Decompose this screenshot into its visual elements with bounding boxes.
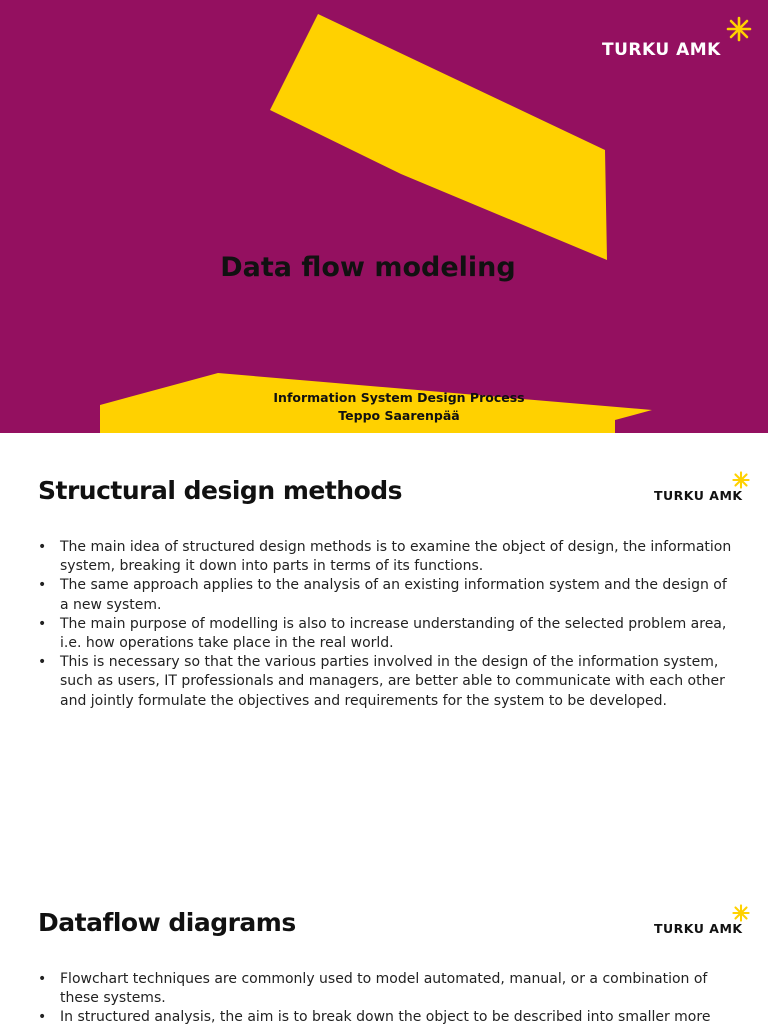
bullet-list: [38, 970, 738, 1024]
asterisk-icon: [726, 16, 752, 42]
turku-amk-logo: [654, 918, 743, 937]
content-slide-dataflow-diagrams: [0, 866, 768, 1024]
bullet-item: • This is necessary so that the various parties involved in the design of the information system, such as users, IT professionals and managers, are better able to communicate with each other and jointly formulate the objectives and requirements for the system to be developed.: [38, 653, 738, 711]
title-slide: [0, 0, 768, 433]
asterisk-icon: [732, 904, 750, 922]
bullet-list: [38, 538, 738, 711]
presentation-title: Data flow modeling: [220, 252, 516, 283]
slide-heading: Dataflow diagrams: [38, 908, 296, 937]
turku-amk-logo: [602, 40, 721, 60]
logo-text: TURKU AMK: [654, 488, 743, 503]
bullet-item: • In structured analysis, the aim is to break down the object to be described into smaller more: [38, 1008, 738, 1024]
logo-text: TURKU AMK: [654, 921, 743, 936]
yellow-zigzag-shape: [0, 0, 768, 433]
turku-amk-logo: [654, 485, 743, 504]
bullet-item: • The main purpose of modelling is also to increase understanding of the selected problem area, i.e. how operations take place in the real world.: [38, 615, 738, 653]
bullet-item: • The main idea of structured design methods is to examine the object of design, the information system, breaking it down into parts in terms of its functions.: [38, 538, 738, 576]
course-name: Information System Design Process: [273, 390, 525, 405]
content-slide-structural-design: [0, 433, 768, 866]
author-name: Teppo Saarenpää: [338, 408, 460, 423]
bullet-item: • Flowchart techniques are commonly used to model automated, manual, or a combination of these systems.: [38, 970, 738, 1008]
asterisk-icon: [732, 471, 750, 489]
bullet-item: • The same approach applies to the analysis of an existing information system and the design of a new system.: [38, 576, 738, 614]
slide-heading: Structural design methods: [38, 476, 403, 505]
logo-text: TURKU AMK: [602, 40, 721, 60]
